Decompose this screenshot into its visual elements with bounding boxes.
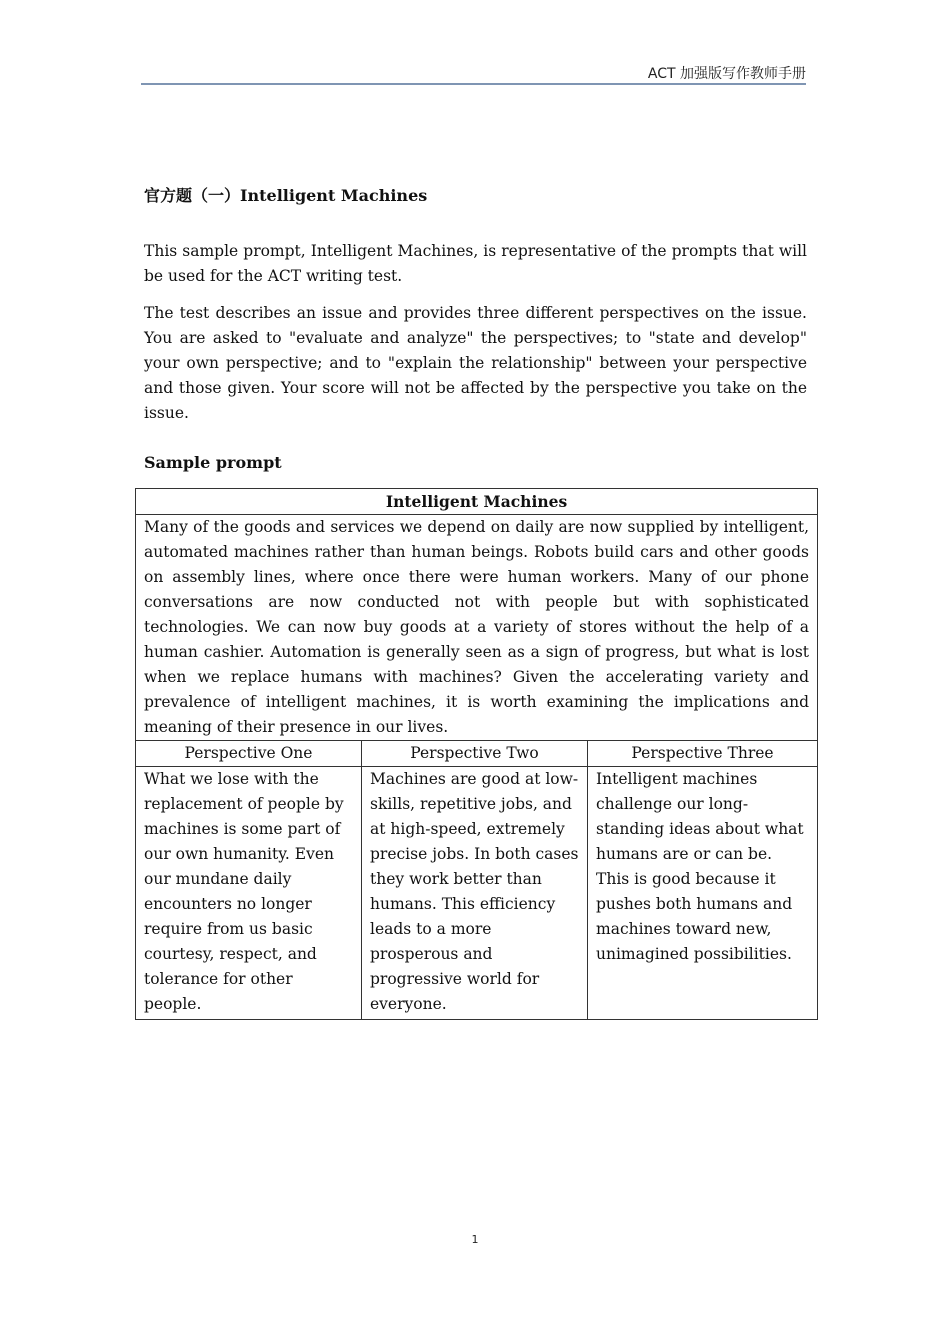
issue-row [136,515,818,741]
table-title: Intelligent Machines [136,489,818,515]
section-title [144,185,427,207]
perspective-header-row [136,741,818,767]
prompt-table [135,488,818,1020]
perspective-one-label: Perspective One [136,741,362,767]
running-header: ACT 加强版写作教师手册 [647,66,806,82]
perspective-two-text: Machines are good at low-skills, repetitive jobs, and at high-speed, extremely precise jobs. In both cases they work better than humans. This efficiency leads to a more prosperous and progressive world for everyone. [362,767,588,1020]
issue-text: Many of the goods and services we depend on daily are now supplied by intelligent, automated machines rather than human beings. Robots build cars and other goods on assembly lines, where once there were human workers. Many of our phone conversations are now conducted not with people but with sophisticated technologies. We can now buy goods at a variety of stores without the help of a human cashier. Automation is generally seen as a sign of progress, but what is lost when we replace humans with machines? Given the accelerating variety and prevalence of intelligent machines, it is worth examining the implications and meaning of their presence in our lives. [136,515,818,741]
section-title-en: Intelligent Machines [240,186,428,205]
perspective-one-text: What we lose with the replacement of people by machines is some part of our own humanity. Even our mundane daily encounters no longer require from us basic courtesy, respect, and tolerance for other people. [136,767,362,1020]
header-rule [141,83,806,85]
sample-prompt-heading: Sample prompt [144,453,282,472]
table-title-row [136,489,818,515]
page-number: 1 [471,1233,479,1246]
intro-paragraph-1: This sample prompt, Intelligent Machines, is representative of the prompts that will be used for the ACT writing test. [144,242,807,285]
intro-paragraph-2: The test describes an issue and provides three different perspectives on the issue. You are asked to "evaluate and analyze" the perspectives; to "state and develop" your own perspective; and to "explain the relationship" between your perspective and those given. Your score will not be affected by the perspective you take on the issue. [144,304,807,422]
perspective-three-text: Intelligent machines challenge our long-standing ideas about what humans are or can be. This is good because it pushes both humans and machines toward new, unimagined possibilities. [588,767,818,1020]
section-title-zh: 官方题（一） [144,186,241,205]
perspective-body-row [136,767,818,1020]
perspective-two-label: Perspective Two [362,741,588,767]
perspective-three-label: Perspective Three [588,741,818,767]
